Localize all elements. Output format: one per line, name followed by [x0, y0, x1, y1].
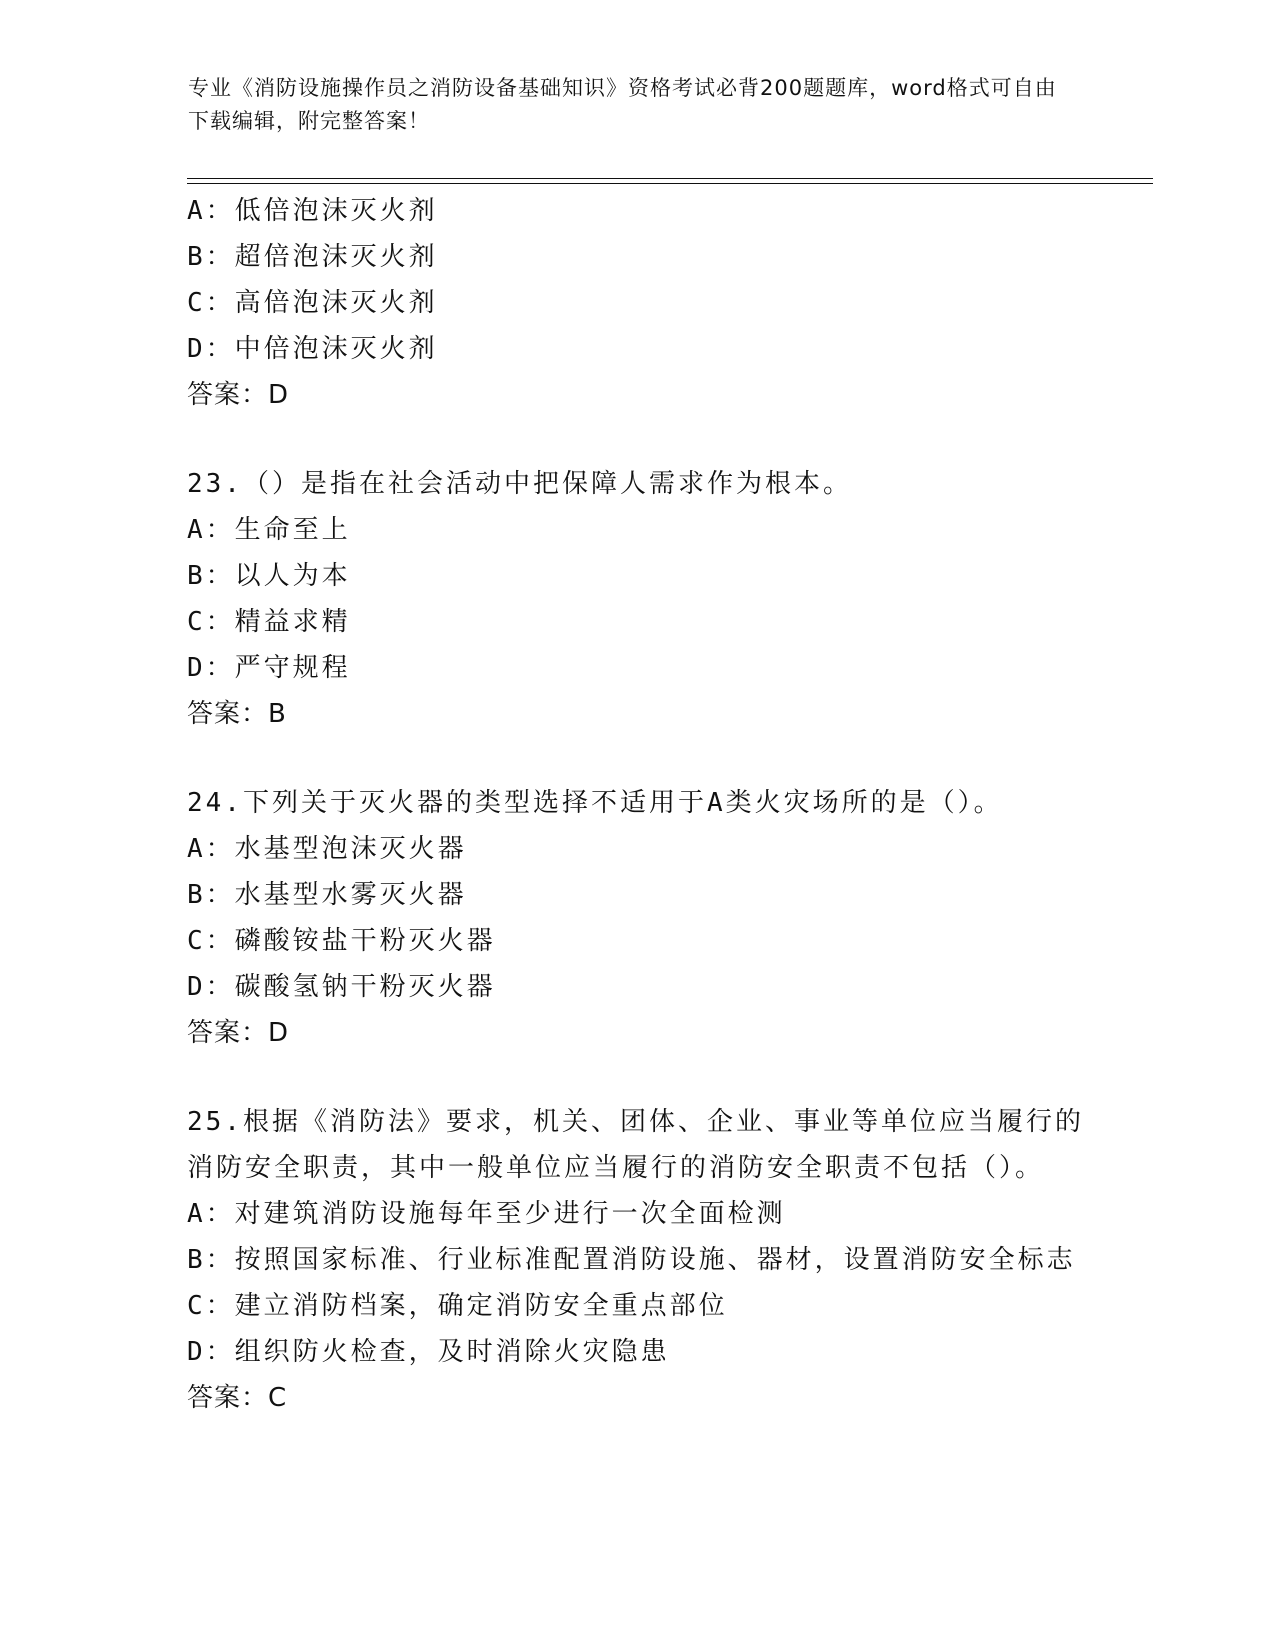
option-b: B：水基型水雾灭火器 [187, 880, 467, 910]
question-text-line-2: 消防安全职责，其中一般单位应当履行的消防安全职责不包括（）。 [187, 1153, 1045, 1183]
option-b: B：超倍泡沫灭火剂 [187, 242, 438, 272]
spacer [187, 1056, 1167, 1099]
question-text: 24.下列关于灭火器的类型选择不适用于A类火灾场所的是（）。 [187, 788, 1003, 818]
option-b: B：以人为本 [187, 561, 351, 591]
header-divider-top [187, 178, 1153, 179]
question-22-block [187, 188, 1167, 418]
option-c: C：磷酸铵盐干粉灭火器 [187, 926, 496, 956]
option-c: C：高倍泡沫灭火剂 [187, 288, 438, 318]
option-d: D：组织防火检查，及时消除火灾隐患 [187, 1337, 670, 1367]
option-d: D：碳酸氢钠干粉灭火器 [187, 972, 496, 1002]
question-25-block [187, 1099, 1167, 1421]
question-text: 23.（）是指在社会活动中把保障人需求作为根本。 [187, 469, 852, 499]
option-a: A：生命至上 [187, 515, 351, 545]
option-d: D：严守规程 [187, 653, 351, 683]
answer: 答案：B [187, 699, 287, 729]
option-d: D：中倍泡沫灭火剂 [187, 334, 438, 364]
question-23-block [187, 461, 1167, 737]
question-24-block [187, 780, 1167, 1056]
document-body [187, 188, 1167, 1421]
option-c: C：建立消防档案，确定消防安全重点部位 [187, 1291, 728, 1321]
option-a: A：对建筑消防设施每年至少进行一次全面检测 [187, 1199, 786, 1229]
header-divider-bottom [187, 183, 1153, 184]
answer: 答案：D [187, 1018, 290, 1048]
spacer [187, 737, 1167, 780]
option-a: A：水基型泡沫灭火器 [187, 834, 467, 864]
spacer [187, 418, 1167, 461]
document-header: 专业《消防设施操作员之消防设备基础知识》资格考试必背200题题库，word格式可自由下载编辑，附完整答案！ [188, 76, 1057, 133]
option-a: A：低倍泡沫灭火剂 [187, 196, 438, 226]
option-c: C：精益求精 [187, 607, 351, 637]
option-b: B：按照国家标准、行业标准配置消防设施、器材，设置消防安全标志 [187, 1245, 1076, 1275]
answer: 答案：C [187, 1383, 288, 1413]
question-text-line-1: 25.根据《消防法》要求，机关、团体、企业、事业等单位应当履行的 [187, 1107, 1084, 1137]
answer: 答案：D [187, 380, 290, 410]
